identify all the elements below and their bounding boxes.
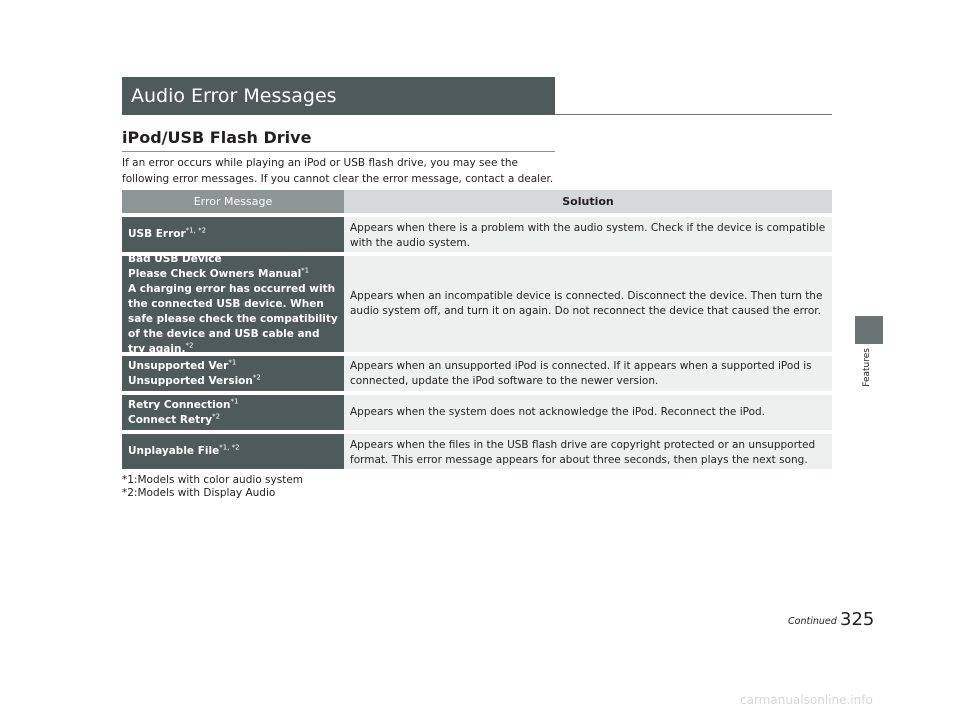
section-tab-marker (855, 316, 883, 344)
footnote: *2:Models with Display Audio (122, 487, 276, 499)
error-message-line: Unsupported Ver$^{*1}$ (128, 358, 237, 372)
error-message-line: Bad USB Device (128, 252, 222, 265)
page-title: Audio Error Messages (122, 77, 555, 115)
solution-cell: Appears when the files in the USB flash drive are copyright protected or an unsupported format. This error message appears for about three seconds, then plays the next song. (344, 434, 832, 469)
solution-cell: Appears when an unsupported iPod is connected. If it appears when a supported iPod is connected, update the iPod software to the newer version. (344, 356, 832, 391)
table-row (122, 217, 832, 252)
error-message-cell (122, 252, 344, 355)
intro-paragraph: If an error occurs while playing an iPod or USB flash drive, you may see the following error messages. If you cannot clear the error message, contact a dealer. (122, 157, 554, 185)
table-header (122, 190, 832, 213)
error-message-cell (122, 217, 344, 252)
continued-label: Continued (788, 616, 837, 627)
table-row (122, 356, 832, 391)
error-message-line: Please Check Owners Manual$^{*1}$ (128, 266, 310, 280)
error-message-line: Unsupported Version$^{*2}$ (128, 373, 261, 387)
solution-cell: Appears when the system does not acknowledge the iPod. Reconnect the iPod. (344, 395, 832, 430)
title-rule (555, 114, 832, 115)
section-heading: iPod/USB Flash Drive (122, 128, 555, 152)
error-message-cell (122, 395, 344, 430)
error-message-cell (122, 434, 344, 469)
watermark: carmanualsonline.info (740, 693, 873, 707)
solution-cell: Appears when an incompatible device is connected. Disconnect the device. Then turn the audio system off, and turn it on again. Do not reconnect the device that caused the error. (344, 256, 832, 352)
table-row (122, 252, 832, 355)
error-table (122, 190, 832, 469)
error-message-line: USB Error$^{*1, *2}$ (128, 226, 207, 240)
table-row (122, 395, 832, 430)
footnotes (122, 474, 303, 500)
solution-cell: Appears when there is a problem with the audio system. Check if the device is compatible with the audio system. (344, 217, 832, 252)
header-solution: Solution (562, 195, 614, 208)
error-message-cell (122, 356, 344, 391)
error-message-line: A charging error has occurred with the connected USB device. When safe please check the compatibility of the device and USB cable and try again.$^{*2}$ (128, 282, 338, 355)
error-message-line: Connect Retry$^{*2}$ (128, 412, 221, 426)
error-message-line: Unplayable File$^{*1, *2}$ (128, 443, 240, 457)
footnote: *1:Models with color audio system (122, 474, 304, 486)
page-number: 325 (840, 609, 875, 630)
header-error-message: Error Message (122, 190, 344, 213)
table-row (122, 434, 832, 469)
error-message-line: Retry Connection$^{*1}$ (128, 397, 239, 411)
section-side-label: Features (862, 348, 872, 387)
